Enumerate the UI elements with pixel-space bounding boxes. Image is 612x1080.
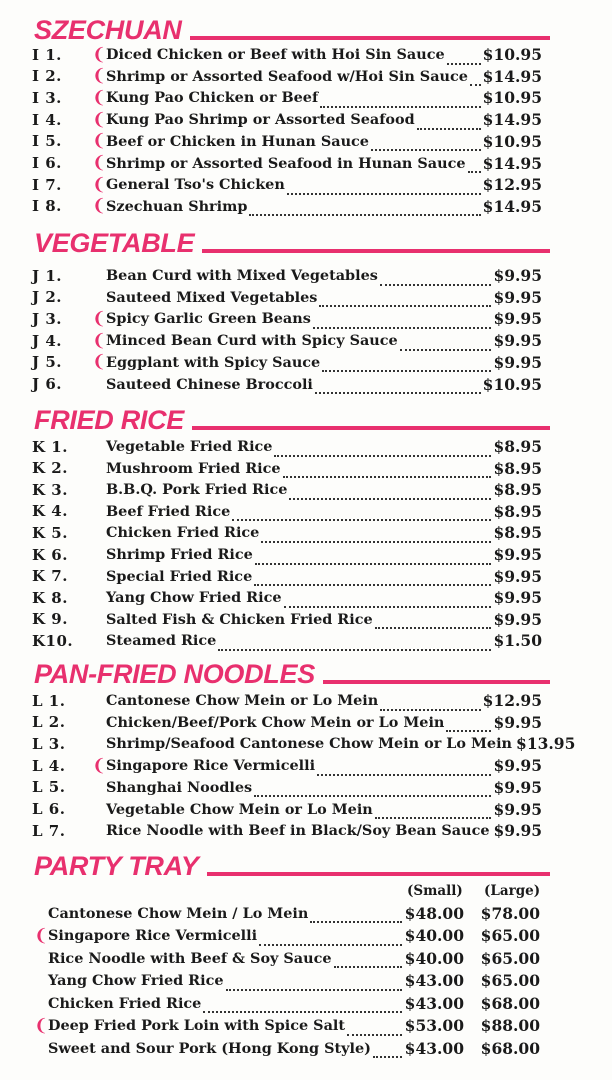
item-price: $9.95 (493, 352, 542, 372)
dot-leader (470, 72, 481, 86)
menu-item (32, 174, 542, 195)
item-name: Special Fried Rice (106, 567, 253, 585)
item-price-small: $40.00 (404, 948, 464, 968)
divider (202, 249, 550, 253)
section-title: VEGETABLE (34, 228, 195, 258)
item-price: $10.95 (482, 374, 542, 394)
item-price-small: $53.00 (404, 1016, 464, 1035)
item-price: $8.95 (493, 458, 542, 478)
menu-item (32, 501, 542, 522)
item-price: $9.95 (493, 287, 542, 307)
chili-pepper-icon: ❨ (34, 1015, 49, 1036)
dot-leader (347, 1022, 402, 1036)
item-code: I 3. (32, 88, 62, 107)
item-name: General Tso's Chicken (106, 176, 285, 194)
item-name: Bean Curd with Mixed Vegetables (106, 267, 378, 284)
item-name: Kung Pao Chicken or Beef (106, 89, 319, 107)
dot-leader (447, 51, 481, 65)
section-header-party-tray (34, 848, 550, 880)
item-price: $14.95 (482, 153, 542, 173)
item-name: Mushroom Fried Rice (106, 459, 281, 477)
item-price: $1.50 (493, 631, 542, 651)
item-price: $8.95 (493, 501, 542, 521)
item-name: Minced Bean Curd with Spicy Sauce (106, 332, 398, 350)
menu-item (34, 1037, 540, 1059)
item-price-large: $68.00 (480, 993, 540, 1013)
item-code: J 1. (32, 266, 62, 285)
item-name: Spicy Garlic Green Beans (106, 310, 311, 328)
item-price-small: $48.00 (404, 903, 464, 923)
item-price: $12.95 (482, 691, 542, 710)
item-price: $9.95 (493, 566, 542, 586)
divider (190, 36, 550, 40)
chili-pepper-icon: ❨ (92, 755, 107, 776)
item-code: L 6. (32, 800, 66, 818)
item-code: J 2. (32, 288, 62, 307)
menu-item (34, 1015, 540, 1037)
item-name: Shrimp or Assorted Seafood w/Hoi Sin Sauce (106, 67, 468, 85)
item-price: $9.95 (493, 309, 542, 329)
divider (323, 680, 550, 684)
item-price: $9.95 (493, 588, 542, 608)
section-title: FRIED RICE (34, 405, 185, 435)
item-price-large: $65.00 (480, 971, 540, 990)
dot-leader (320, 94, 481, 108)
dot-leader (254, 572, 491, 586)
item-code: K 6. (32, 545, 68, 564)
item-name: Chicken Fried Rice (48, 994, 202, 1012)
item-name: Steamed Rice (106, 632, 217, 650)
item-name: Cantonese Chow Mein or Lo Mein (106, 692, 379, 709)
chili-pepper-icon: ❨ (92, 308, 107, 329)
dot-leader (371, 137, 481, 151)
item-code: I 1. (32, 45, 62, 64)
menu-item (32, 820, 542, 841)
menu-item (32, 44, 542, 65)
item-code: K 4. (32, 502, 68, 521)
item-code: J 6. (32, 375, 62, 393)
column-header-small: (Small) (407, 883, 463, 899)
menu-item (34, 925, 540, 947)
chili-pepper-icon: ❨ (92, 66, 107, 87)
dot-leader (319, 293, 491, 307)
item-price: $10.95 (482, 88, 542, 108)
menu-item (32, 587, 542, 608)
dot-leader (283, 464, 492, 478)
menu-item (32, 712, 542, 733)
chili-pepper-icon: ❨ (34, 925, 49, 946)
item-price: $8.95 (493, 523, 542, 543)
item-price: $13.95 (516, 734, 576, 754)
item-name: Kung Pao Shrimp or Assorted Seafood (106, 111, 415, 129)
dot-leader (468, 159, 481, 173)
menu-item (32, 777, 542, 798)
menu-item (32, 522, 542, 543)
item-price: $9.95 (493, 821, 543, 841)
menu-item (32, 330, 542, 351)
divider (192, 426, 550, 430)
item-name: Cantonese Chow Mein / Lo Mein (48, 904, 309, 922)
chili-pepper-icon: ❨ (92, 87, 107, 108)
menu-item (32, 733, 576, 754)
dot-leader (446, 718, 491, 732)
chili-pepper-icon: ❨ (92, 330, 107, 351)
item-price: $9.95 (493, 712, 542, 732)
item-name: Diced Chicken or Beef with Hoi Sin Sauce (106, 46, 445, 63)
dot-leader (313, 315, 492, 329)
menu-item (32, 690, 542, 711)
menu-item (34, 947, 540, 969)
menu-item (32, 196, 542, 217)
menu-item (32, 352, 542, 373)
chili-pepper-icon: ❨ (92, 174, 107, 195)
item-code: L 3. (32, 734, 66, 753)
dot-leader (417, 116, 481, 130)
menu-item (32, 287, 542, 308)
dot-leader (226, 977, 402, 991)
item-name: Sauteed Mixed Vegetables (106, 288, 318, 306)
item-name: Shanghai Noodles (106, 778, 253, 796)
item-price-large: $78.00 (480, 903, 540, 923)
item-price-small: $40.00 (404, 926, 464, 945)
item-code: K 8. (32, 588, 68, 607)
section-header-szechuan (34, 12, 550, 44)
chili-pepper-icon: ❨ (92, 44, 107, 65)
dot-leader (334, 954, 402, 968)
item-code: K 1. (32, 437, 68, 456)
item-price: $14.95 (482, 66, 542, 86)
item-price: $8.95 (493, 480, 542, 500)
menu-item (32, 544, 542, 565)
item-name: Chicken/Beef/Pork Chow Mein or Lo Mein (106, 713, 445, 731)
dot-leader (375, 615, 492, 629)
item-price: $9.95 (493, 777, 542, 797)
menu-item (32, 479, 542, 500)
dot-leader (203, 999, 402, 1013)
chili-pepper-icon: ❨ (92, 109, 107, 130)
menu-item (32, 566, 542, 587)
item-name: Salted Fish & Chicken Fried Rice (106, 610, 373, 628)
dot-leader (380, 697, 480, 711)
item-price: $9.95 (493, 756, 542, 776)
divider (207, 872, 550, 876)
item-code: I 2. (32, 67, 62, 86)
dot-leader (259, 932, 402, 946)
item-name: Shrimp or Assorted Seafood in Hunan Sauce (106, 154, 466, 172)
section-header-vegetable (34, 225, 550, 257)
item-price: $14.95 (482, 196, 542, 216)
dot-leader (284, 594, 492, 608)
dot-leader (254, 783, 491, 797)
item-code: L 4. (32, 756, 66, 775)
item-name: Szechuan Shrimp (106, 197, 248, 215)
item-name: Shrimp Fried Rice (106, 546, 253, 563)
item-price: $9.95 (493, 799, 542, 819)
item-code: I 6. (32, 154, 62, 172)
chili-pepper-icon: ❨ (92, 153, 107, 173)
dot-leader (317, 762, 491, 776)
item-code: K 7. (32, 567, 68, 586)
dot-leader (400, 337, 492, 351)
item-price: $9.95 (493, 266, 542, 285)
menu-item (32, 799, 542, 820)
dot-leader (261, 529, 491, 543)
item-price-small: $43.00 (404, 971, 464, 990)
item-name: Yang Chow Fried Rice (106, 589, 282, 607)
dot-leader (380, 272, 492, 286)
item-price: $8.95 (493, 437, 542, 456)
item-code: K 3. (32, 480, 68, 499)
dot-leader (310, 909, 402, 923)
item-name: Vegetable Chow Mein or Lo Mein (106, 800, 373, 818)
item-price: $9.95 (493, 609, 542, 629)
chili-pepper-icon: ❨ (92, 196, 107, 217)
item-price-large: $88.00 (480, 1016, 540, 1035)
item-name: Eggplant with Spicy Sauce (106, 353, 321, 371)
item-name: B.B.Q. Pork Fried Rice (106, 481, 288, 499)
item-code: K 9. (32, 610, 68, 629)
menu-item (32, 458, 542, 479)
item-price-small: $43.00 (404, 1038, 464, 1058)
dot-leader (375, 805, 492, 819)
item-name: Shrimp/Seafood Cantonese Chow Mein or Lo Mein (106, 735, 513, 753)
dot-leader (373, 1044, 402, 1058)
item-price: $9.95 (493, 331, 542, 351)
item-price: $10.95 (482, 131, 542, 151)
section-title: PARTY TRAY (34, 851, 199, 881)
menu-item (32, 436, 542, 457)
menu-item (32, 153, 542, 174)
menu-item (34, 970, 540, 992)
item-name: Rice Noodle with Beef & Soy Sauce (48, 949, 332, 967)
section-header-pan-fried-noodles (34, 656, 550, 688)
menu-item (32, 308, 542, 329)
item-code: I 5. (32, 132, 62, 151)
item-code: L 2. (32, 713, 66, 732)
item-code: L 5. (32, 778, 66, 797)
item-price-large: $65.00 (480, 948, 540, 968)
menu-item (34, 992, 540, 1014)
menu-item (32, 755, 542, 776)
section-title: SZECHUAN (34, 15, 182, 45)
item-code: I 8. (32, 197, 62, 216)
menu-item (34, 902, 540, 924)
item-price: $10.95 (482, 45, 542, 64)
item-code: K10. (32, 631, 74, 650)
menu-item (32, 109, 542, 130)
menu-item (32, 374, 542, 395)
item-code: L 7. (32, 821, 66, 840)
item-name: Singapore Rice Vermicelli (48, 927, 258, 944)
dot-leader (232, 507, 491, 521)
menu-item (32, 131, 542, 152)
dot-leader (287, 181, 481, 195)
dot-leader (218, 637, 491, 651)
item-price: $9.95 (493, 545, 542, 564)
item-code: J 4. (32, 331, 62, 350)
item-name: Vegetable Fried Rice (106, 438, 273, 455)
item-price-large: $68.00 (480, 1038, 540, 1058)
menu-item (32, 265, 542, 286)
item-name: Deep Fried Pork Loin with Spice Salt (48, 1017, 346, 1034)
item-name: Singapore Rice Vermicelli (106, 757, 316, 775)
item-code: I 7. (32, 175, 62, 194)
section-header-fried-rice (34, 402, 550, 434)
chili-pepper-icon: ❨ (92, 352, 107, 373)
item-name: Beef or Chicken in Hunan Sauce (106, 132, 369, 150)
item-code: K 2. (32, 459, 68, 478)
section-title: PAN-FRIED NOODLES (34, 659, 315, 689)
item-code: K 5. (32, 523, 68, 542)
item-code: J 3. (32, 309, 62, 328)
item-name: Rice Noodle with Beef in Black/Soy Bean Sauce (106, 822, 490, 840)
menu-item (32, 609, 542, 630)
item-price: $12.95 (482, 175, 542, 195)
item-name: Chicken Fried Rice (106, 524, 260, 542)
menu-item (32, 66, 542, 87)
menu-item (32, 87, 542, 108)
dot-leader (322, 358, 491, 372)
item-name: Sauteed Chinese Broccoli (106, 375, 313, 393)
item-code: J 5. (32, 353, 62, 372)
dot-leader (315, 380, 481, 394)
column-header-large: (Large) (484, 883, 541, 899)
dot-leader (289, 486, 491, 500)
item-name: Yang Chow Fried Rice (48, 972, 224, 989)
item-price-large: $65.00 (480, 926, 540, 945)
menu-item (32, 630, 542, 651)
item-code: L 1. (32, 691, 66, 710)
dot-leader (249, 202, 480, 216)
item-price: $14.95 (482, 110, 542, 130)
item-code: I 4. (32, 110, 62, 129)
chili-pepper-icon: ❨ (92, 131, 107, 152)
item-price-small: $43.00 (404, 993, 464, 1013)
dot-leader (274, 443, 491, 457)
dot-leader (255, 551, 492, 565)
item-name: Beef Fried Rice (106, 502, 231, 520)
item-name: Sweet and Sour Pork (Hong Kong Style) (48, 1039, 371, 1057)
